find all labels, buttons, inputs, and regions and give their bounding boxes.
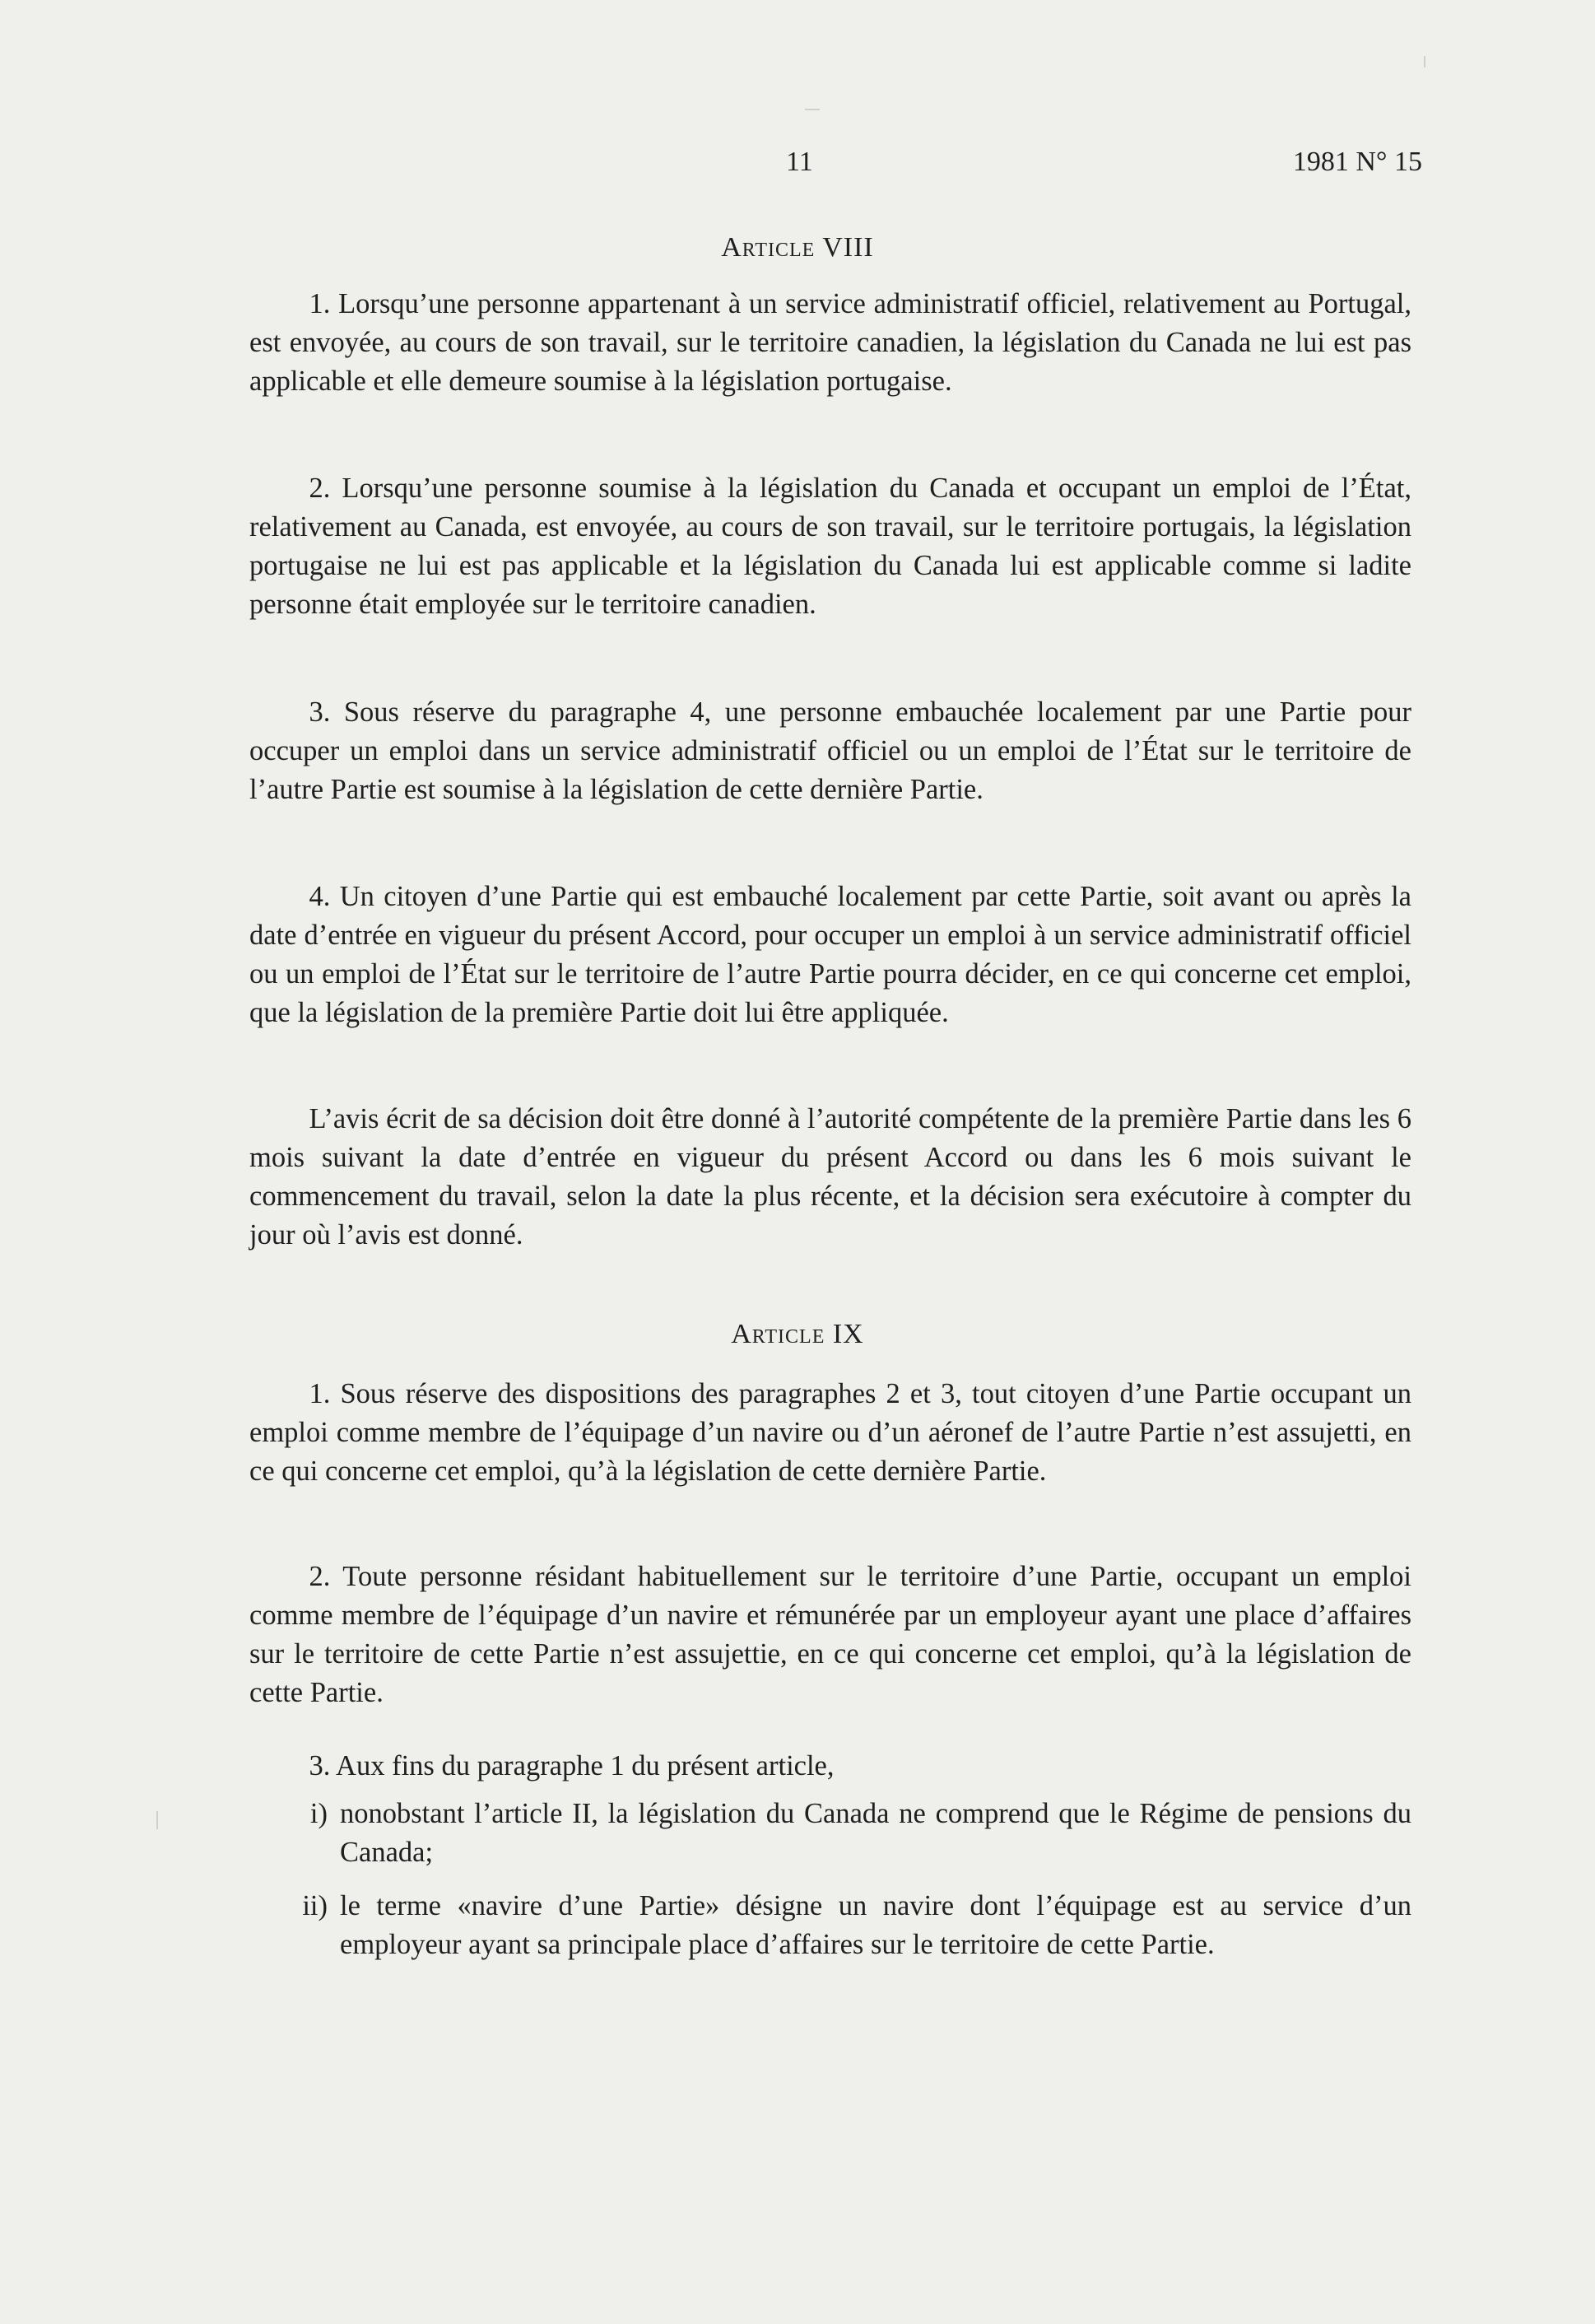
article-viii-heading: Article VIII: [721, 232, 874, 263]
article-viii-paragraph-4: [249, 878, 1411, 1032]
document-reference: 1981 N° 15: [1292, 147, 1422, 177]
paragraph-text: 1. Sous réserve des dispositions des paragraphes 2 et 3, tout citoyen d’une Partie occupant un emploi comme membre de l’équipage d’un navire ou d’un aéronef de l’autre Partie n’est assujetti, en ce qui concerne cet emploi, qu’à la législation de cette dernière Partie.: [249, 1378, 1411, 1487]
sub-item-number: ii): [302, 1890, 328, 1921]
paragraph-text: 2. Toute personne résidant habituellement sur le territoire d’une Partie, occupant un emploi comme membre de l’équipage d’un navire et rémunérée par un employeur ayant une place d’affaires sur le territoire de cette Partie n’est assujettie, en ce qui concerne cet emploi, qu’à la législation de cette Partie.: [249, 1561, 1411, 1708]
scan-mark: [805, 109, 820, 110]
article-viii-paragraph-3: [249, 693, 1411, 809]
scan-mark: [1424, 56, 1425, 68]
article-viii-paragraph-1: [249, 285, 1411, 401]
article-viii-notice-paragraph: [249, 1100, 1411, 1255]
sub-item-number: i): [309, 1798, 328, 1829]
sub-item-text: nonobstant l’article II, la législation du Canada ne comprend que le Régime de pensions du Canada;: [340, 1798, 1411, 1868]
paragraph-text: 4. Un citoyen d’une Partie qui est embauché localement par cette Partie, soit avant ou après la date d’entrée en vigueur du présent Accord, pour occuper un emploi à un service administratif officiel ou un emploi de l’État sur le territoire de l’autre Partie pourra décider, en ce qui concerne cet emploi, que la législation de la première Partie doit lui être appliquée.: [249, 881, 1411, 1028]
article-ix-paragraph-1: [249, 1375, 1411, 1491]
article-ix-paragraph-3-intro: 3. Aux fins du paragraphe 1 du présent article,: [309, 1750, 835, 1781]
paragraph-text: L’avis écrit de sa décision doit être donné à l’autorité compétente de la première Partie dans les 6 mois suivant la date d’entrée en vigueur du présent Accord ou dans les 6 mois suivant le commencement du travail, selon la date la plus récente, et la décision sera exécutoire à compter du jour où l’avis est donné.: [249, 1103, 1411, 1250]
sub-item-text: le terme «navire d’une Partie» désigne un navire dont l’équipage est au service d’un employeur ayant sa principale place d’affaires sur le territoire de cette Partie.: [340, 1890, 1411, 1960]
page-header: [0, 147, 1595, 188]
scan-mark: [156, 1811, 158, 1829]
paragraph-text: 3. Sous réserve du paragraphe 4, une personne embauchée localement par une Partie pour occuper un emploi dans un service administratif officiel ou un emploi de l’État sur le territoire de l’autre Partie est soumise à la législation de cette dernière Partie.: [249, 696, 1411, 805]
paragraph-text: 1. Lorsqu’une personne appartenant à un service administratif officiel, relativement au Portugal, est envoyée, au cours de son travail, sur le territoire canadien, la législation du Canada ne lui est pas applicable et elle demeure soumise à la législation portugaise.: [249, 288, 1411, 397]
article-ix-heading: Article IX: [731, 1319, 864, 1349]
article-ix-paragraph-2: [249, 1558, 1411, 1712]
page-number: 11: [786, 147, 813, 177]
paragraph-text: 2. Lorsqu’une personne soumise à la législation du Canada et occupant un emploi de l’État, relativement au Canada, est envoyée, au cours de son travail, sur le territoire portugais, la législation portugaise ne lui est pas applicable et la législation du Canada lui est applicable comme si ladite personne était employée sur le territoire canadien.: [249, 473, 1411, 620]
article-viii-paragraph-2: [249, 469, 1411, 624]
